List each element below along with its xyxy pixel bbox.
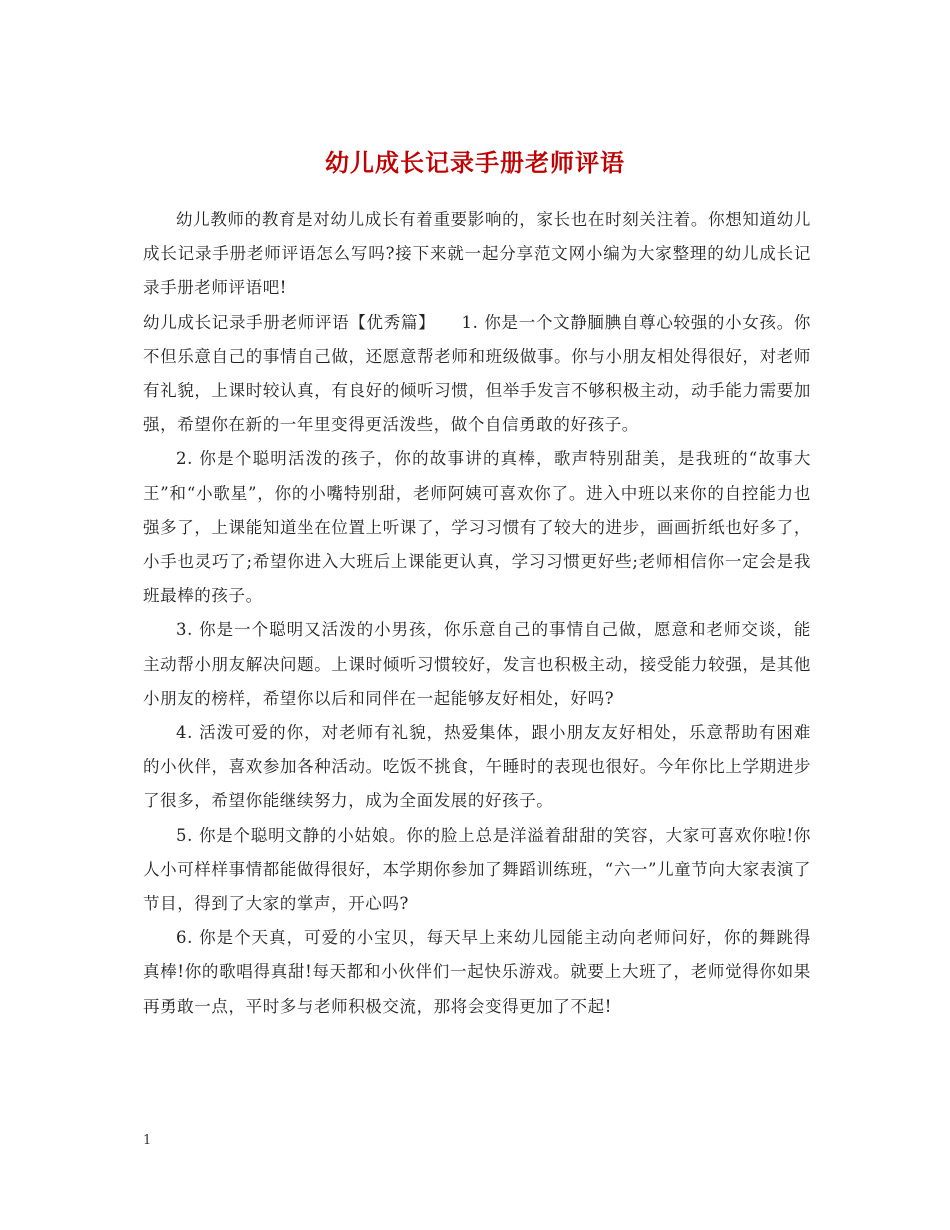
document-body bbox=[143, 203, 811, 1024]
intro-paragraph: 幼儿教师的教育是对幼儿成长有着重要影响的，家长也在时刻关注着。你想知道幼儿成长记录手册老师评语怎么写吗?接下来就一起分享范文网小编为大家整理的幼儿成长记录手册老师评语吧! bbox=[143, 210, 811, 298]
page-title: 幼儿成长记录手册老师评语 bbox=[325, 148, 625, 178]
page-number: 1 bbox=[143, 1133, 152, 1148]
comment-paragraph-3: 3. 你是一个聪明又活泼的小男孩，你乐意自己的事情自己做，愿意和老师交谈，能主动帮小朋友解决问题。上课时倾听习惯较好，发言也积极主动，接受能力较强，是其他小朋友的榜样，希望你以后和同伴在一起能够友好相处，好吗? bbox=[143, 620, 811, 708]
comment-paragraph-5: 5. 你是个聪明文静的小姑娘。你的脸上总是洋溢着甜甜的笑容，大家可喜欢你啦!你人小可样样事情都能做得很好，本学期你参加了舞蹈训练班，“六一”儿童节向大家表演了节目，得到了大家的掌声，开心吗? bbox=[143, 825, 811, 914]
comment-paragraph-1: 幼儿成长记录手册老师评语【优秀篇】 1. 你是一个文静腼腆自尊心较强的小女孩。你不但乐意自己的事情自己做，还愿意帮老师和班级做事。你与小朋友相处得很好，对老师有礼貌，上课时较认真，有良好的倾听习惯，但举手发言不够积极主动，动手能力需要加强，希望你在新的一年里变得更活泼些，做个自信勇敢的好孩子。 bbox=[143, 312, 811, 435]
comment-paragraph-2: 2. 你是个聪明活泼的孩子，你的故事讲的真棒，歌声特别甜美，是我班的“故事大王”和“小歌星”，你的小嘴特别甜，老师阿姨可喜欢你了。进入中班以来你的自控能力也强多了，上课能知道坐在位置上听课了，学习习惯有了较大的进步，画画折纸也好多了，小手也灵巧了;希望你进入大班后上课能更认真，学习习惯更好些;老师相信你一定会是我班最棒的孩子。 bbox=[143, 449, 811, 606]
comment-paragraph-4: 4. 活泼可爱的你，对老师有礼貌，热爱集体，跟小朋友友好相处，乐意帮助有困难的小伙伴，喜欢参加各种活动。吃饭不挑食，午睡时的表现也很好。今年你比上学期进步了很多，希望你能继续努力，成为全面发展的好孩子。 bbox=[143, 723, 811, 811]
comment-paragraph-6: 6. 你是个天真，可爱的小宝贝，每天早上来幼儿园能主动向老师问好，你的舞跳得真棒!你的歌唱得真甜!每天都和小伙伴们一起快乐游戏。就要上大班了，老师觉得你如果再勇敢一点，平时多与老师积极交流，那将会变得更加了不起! bbox=[143, 928, 811, 1016]
